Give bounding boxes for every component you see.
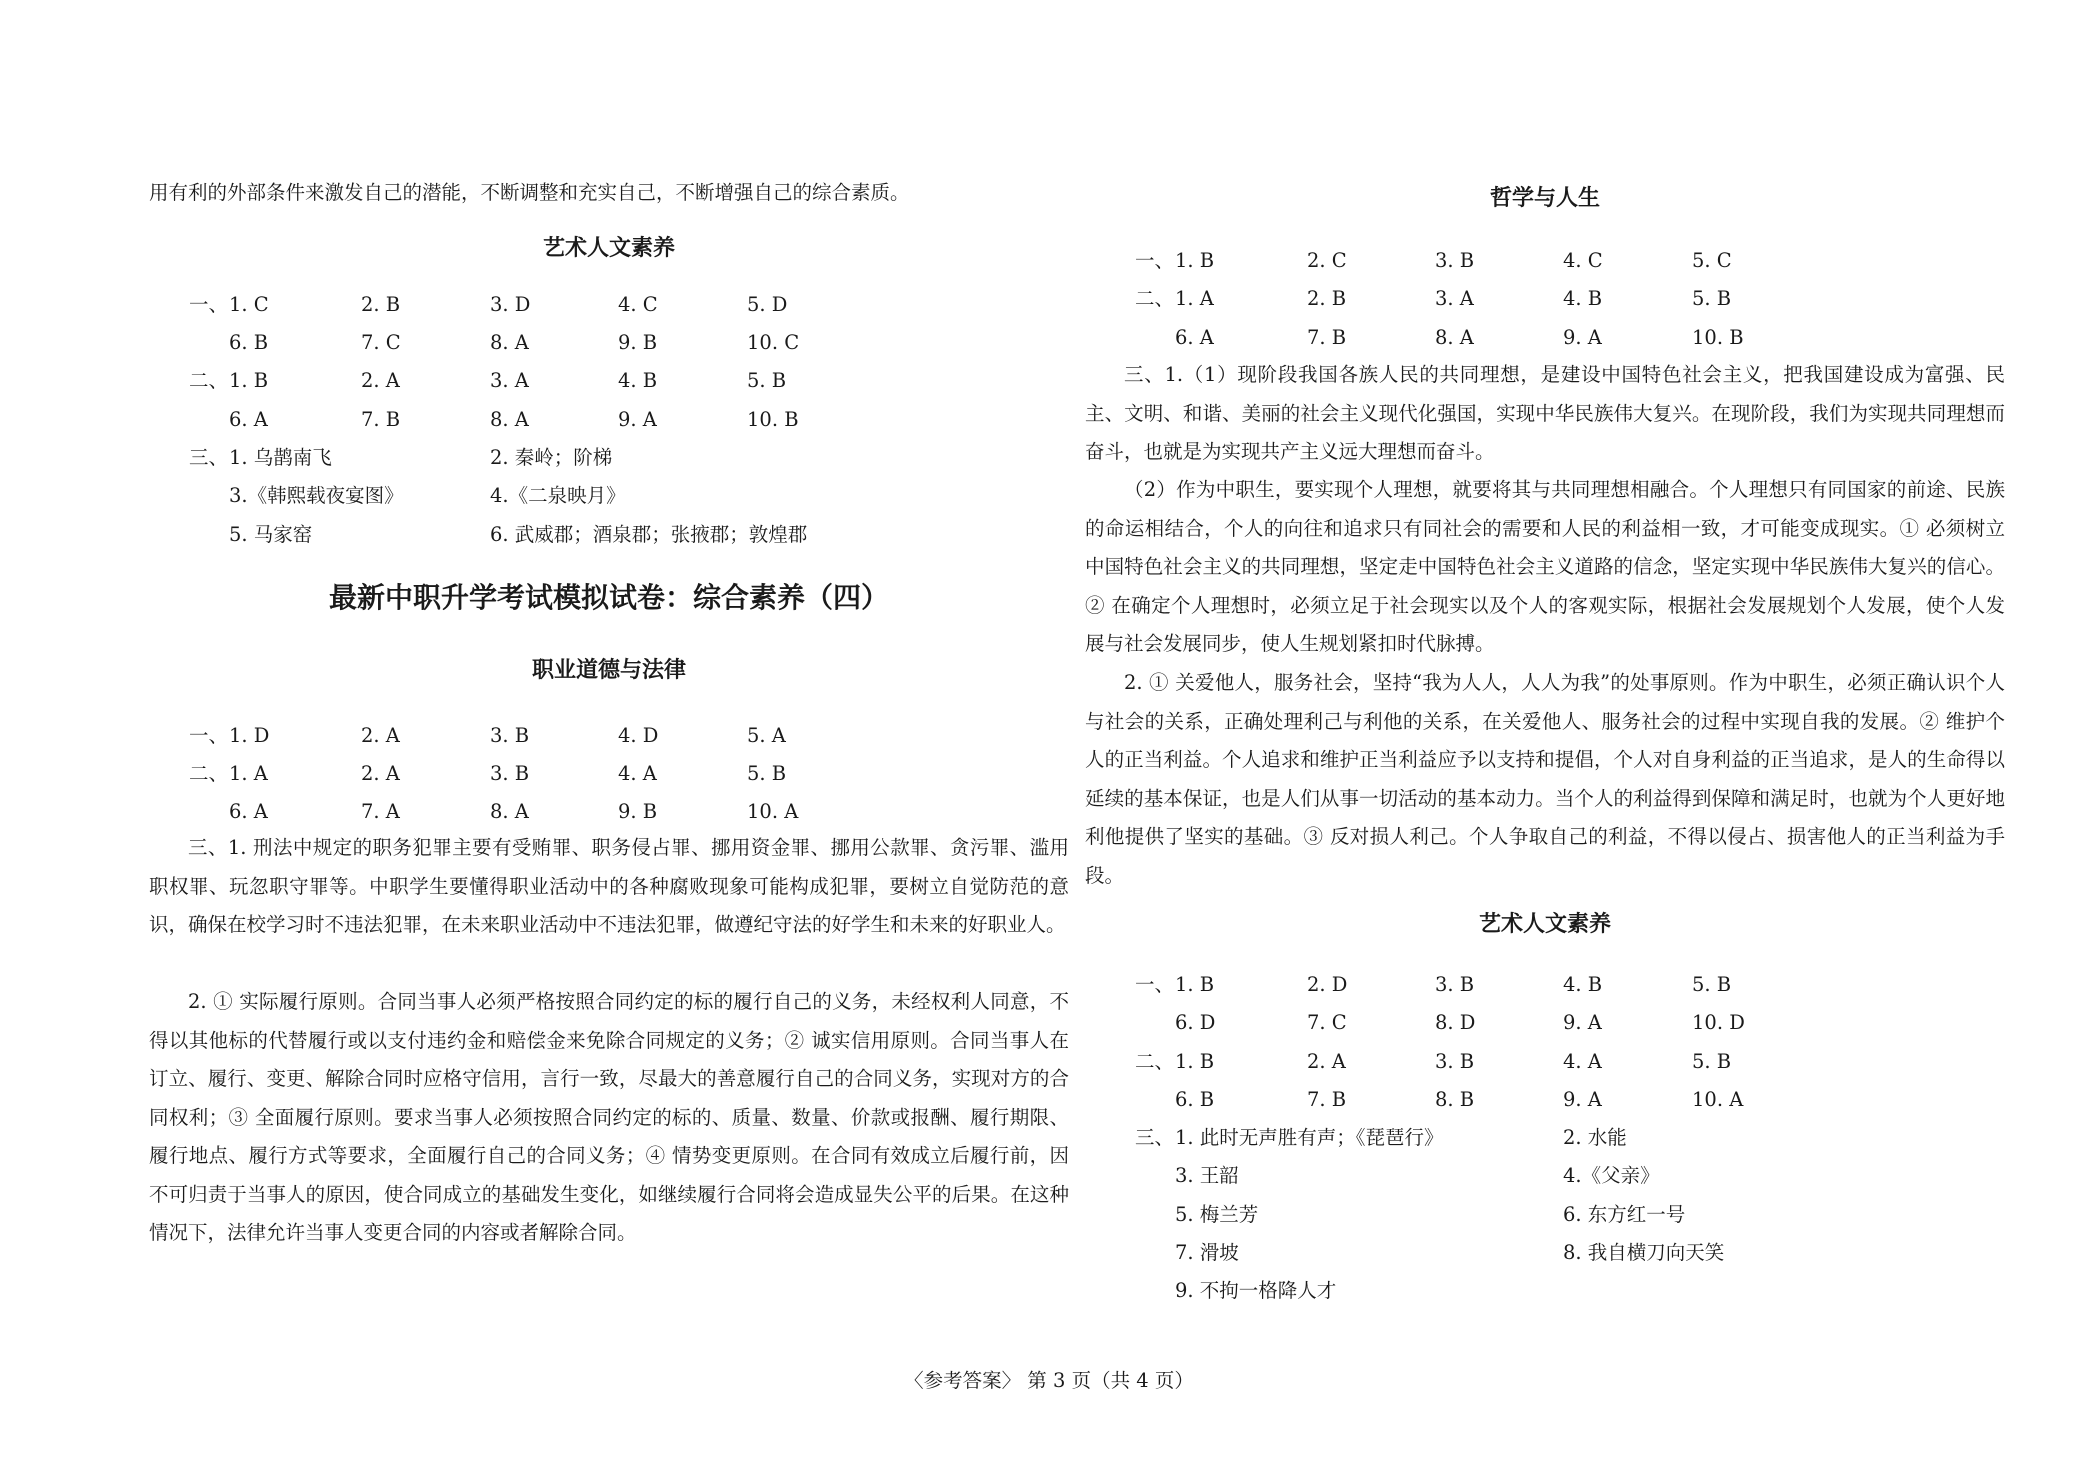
- section-heading-arts-1: 艺术人文素养: [542, 236, 675, 261]
- fill-answer-row: 3.《韩熙载夜宴图》 4.《二泉映月》: [229, 484, 626, 507]
- answer-row: 一、 1. B 2. D 3. B 4. B 5. B: [1135, 973, 1732, 996]
- answer-paragraph: 2. ① 实际履行原则。合同当事人必须严格按照合同约定的标的履行自己的义务，未经权利人同意，不得以其他标的代替履行或以支付违约金和赔偿金来免除合同规定的义务；② 诚实信用原则。合同当事人在订立、履行、变更、解除合同时应格守信用，言行一致，尽最大的善意履行自己的合同义务，实现对方的合同权利；③ 全面履行原则。要求当事人必须按照合同约定的标的、质量、数量、价款或报酬、履行期限、履行地点、履行方式等要求，全面履行自己的合同义务；④ 情势变更原则。在合同有效成立后履行前，因不可归责于当事人的原因，使合同成立的基础发生变化，如继续履行合同将会造成显失公平的后果。在这种情况下，法律允许当事人变更合同的内容或者解除合同。: [149, 990, 1069, 1244]
- answer-row: 6. B 7. C 8. A 9. B 10. C: [229, 331, 800, 354]
- fill-answer-row: 9. 不拘一格降人才: [1175, 1279, 1337, 1302]
- fill-answer-row: 3. 王韶 4.《父亲》: [1175, 1164, 1660, 1187]
- intro-line: 用有利的外部条件来激发自己的潜能，不断调整和充实自己，不断增强自己的综合素质。: [149, 181, 910, 204]
- answer-row: 6. A 7. A 8. A 9. B 10. A: [229, 800, 799, 823]
- fill-answer-row: 三、 1. 此时无声胜有声；《琵琶行》 2. 水能: [1135, 1126, 1627, 1149]
- section-heading-arts-2: 艺术人文素养: [1478, 912, 1611, 937]
- page-footer: 〈参考答案〉 第 3 页（共 4 页）: [904, 1369, 1194, 1392]
- answer-row: 一、 1. C 2. B 3. D 4. C 5. D: [189, 293, 788, 316]
- fill-answer-row: 5. 梅兰芳 6. 东方红一号: [1175, 1203, 1686, 1226]
- answer-row: 6. A 7. B 8. A 9. A 10. B: [1175, 326, 1744, 349]
- fill-answer-row: 5. 马家窑 6. 武威郡；酒泉郡；张掖郡；敦煌郡: [229, 523, 808, 546]
- section-heading-philosophy: 哲学与人生: [1489, 186, 1600, 211]
- answer-row: 6. B 7. B 8. B 9. A 10. A: [1175, 1088, 1744, 1111]
- answer-paragraph: 2. ① 关爱他人，服务社会，坚持“我为人人，人人为我”的处事原则。作为中职生，必须正确认识个人与社会的关系，正确处理利己与利他的关系，在关爱他人、服务社会的过程中实现自我的发展。② 维护个人的正当利益。个人追求和维护正当利益应予以支持和提倡，个人对自身利益的正当追求，是人的生命得以延续的基本保证，也是人们从事一切活动的基本动力。当个人的利益得到保障和满足时，也就为个人更好地利他提供了坚实的基础。③ 反对损人利己。个人争取自己的利益，不得以侵占、损害他人的正当利益为手段。: [1085, 671, 2005, 887]
- answer-row: 二、 1. B 2. A 3. B 4. A 5. B: [1135, 1050, 1732, 1073]
- answer-row: 二、 1. A 2. B 3. A 4. B 5. B: [1135, 287, 1732, 310]
- answer-row: 二、 1. B 2. A 3. A 4. B 5. B: [189, 369, 787, 392]
- answer-paragraph: （2）作为中职生，要实现个人理想，就要将其与共同理想相融合。个人理想只有同国家的前途、民族的命运相结合，个人的向往和追求只有同社会的需要和人民的利益相一致，才可能变成现实。① 必须树立中国特色社会主义的共同理想，坚定走中国特色社会主义道路的信念，坚定实现中华民族伟大复兴的信心。② 在确定个人理想时，必须立足于社会现实以及个人的客观实际，根据社会发展规划个人发展，使个人发展与社会发展同步，使人生规划紧扣时代脉搏。: [1085, 478, 2005, 655]
- answer-row: 6. D 7. C 8. D 9. A 10. D: [1175, 1011, 1745, 1034]
- answer-paragraph: 三、1. 刑法中规定的职务犯罪主要有受贿罪、职务侵占罪、挪用资金罪、挪用公款罪、贪污罪、滥用职权罪、玩忽职守罪等。中职学生要懂得职业活动中的各种腐败现象可能构成犯罪，要树立自觉防范的意识，确保在校学习时不违法犯罪，在未来职业活动中不违法犯罪，做遵纪守法的好学生和未来的好职业人。: [149, 836, 1069, 936]
- fill-answer-row: 三、 1. 乌鹊南飞 2. 秦岭；阶梯: [189, 446, 613, 469]
- answer-paragraph: 三、1.（1）现阶段我国各族人民的共同理想，是建设中国特色社会主义，把我国建设成为富强、民主、文明、和谐、美丽的社会主义现代化强国，实现中华民族伟大复兴。在现阶段，我们为实现共同理想而奋斗，也就是为实现共产主义远大理想而奋斗。: [1085, 363, 2005, 463]
- fill-answer-row: 7. 滑坡 8. 我自横刀向天笑: [1175, 1241, 1725, 1264]
- section-heading-ethics-law: 职业道德与法律: [531, 658, 686, 683]
- exam-main-title: 最新中职升学考试模拟试卷：综合素养（四）: [328, 581, 889, 614]
- answer-row: 6. A 7. B 8. A 9. A 10. B: [229, 408, 799, 431]
- answer-row: 二、 1. A 2. A 3. B 4. A 5. B: [189, 762, 787, 785]
- answer-row: 一、 1. B 2. C 3. B 4. C 5. C: [1135, 249, 1732, 272]
- answer-row: 一、 1. D 2. A 3. B 4. D 5. A: [189, 724, 786, 747]
